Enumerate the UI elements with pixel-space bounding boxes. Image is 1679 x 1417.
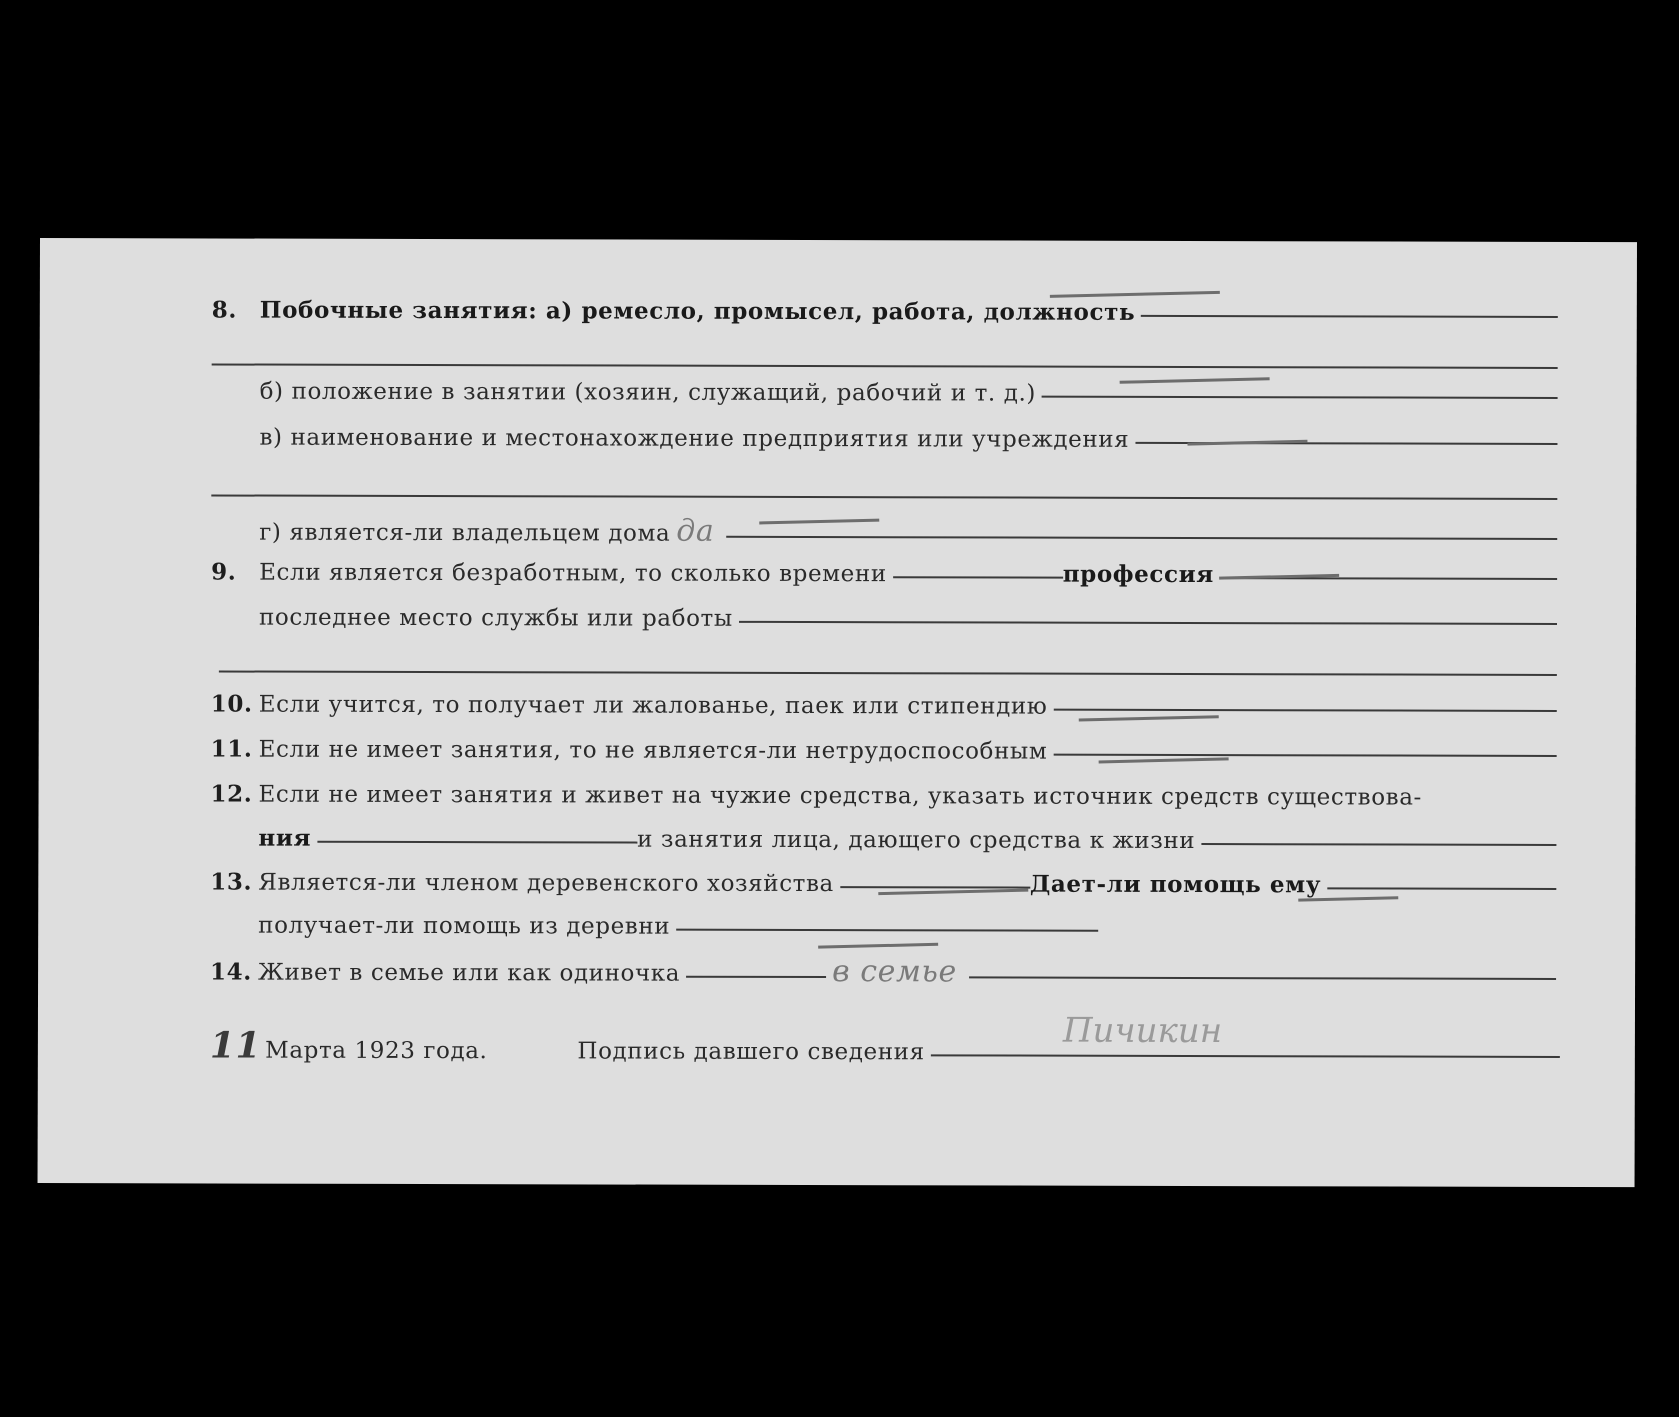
question-number: 11. xyxy=(210,735,253,763)
question-label: Если учится, то получает ли жалованье, паек или стипендию xyxy=(258,691,1048,720)
answer-line[interactable] xyxy=(739,621,1557,625)
question-number: 13. xyxy=(210,868,253,896)
pencil-mark xyxy=(1050,291,1220,298)
answer-line[interactable] xyxy=(1042,396,1558,399)
question-label: Побочные занятия: а) ремесло, промысел, работа, должность xyxy=(259,296,1136,326)
question-8a xyxy=(212,296,1558,327)
question-label: Если не имеет занятия и живет на чужие средства, указать источник средств существова- xyxy=(258,781,1422,811)
answer-line[interactable] xyxy=(840,886,1030,888)
question-label: Живет в семье или как одиночка xyxy=(258,959,681,987)
question-label: Если не имеет занятия, то не является-ли нетрудоспособным xyxy=(258,736,1048,765)
questionnaire-card xyxy=(38,238,1637,1187)
question-14 xyxy=(210,952,1556,991)
question-label: Если является безработным, то сколько времени xyxy=(259,559,887,588)
question-13-continued xyxy=(258,913,1098,941)
answer-line[interactable] xyxy=(686,976,826,978)
answer-line[interactable] xyxy=(317,841,637,844)
question-label: г) является-ли владельцем дома xyxy=(259,519,671,547)
question-number: 14. xyxy=(210,958,252,986)
question-8b xyxy=(260,379,1558,408)
handwritten-answer: в семье xyxy=(832,954,957,990)
question-label-2: и занятия лица, дающего средства к жизни xyxy=(637,826,1196,855)
question-label: Является-ли членом деревенского хозяйства xyxy=(258,869,834,898)
pencil-mark xyxy=(818,943,938,949)
signature-line[interactable] xyxy=(931,1054,1560,1058)
question-12-continued xyxy=(258,825,1556,855)
question-number: 8. xyxy=(211,296,238,324)
question-number: 10. xyxy=(210,690,253,718)
question-9 xyxy=(211,558,1557,589)
question-label: последнее место службы или работы xyxy=(258,604,733,632)
question-label: ния xyxy=(258,824,312,852)
handwritten-day: 11 xyxy=(209,1024,262,1067)
answer-line-continuation[interactable] xyxy=(211,494,1557,500)
handwritten-answer: да xyxy=(676,513,715,549)
answer-line[interactable] xyxy=(1053,709,1556,712)
question-number: 9. xyxy=(211,558,237,586)
answer-line[interactable] xyxy=(676,929,1098,932)
signature-label: Подпись давшего сведения xyxy=(577,1038,925,1066)
question-label-2: Дает-ли помощь ему xyxy=(1029,870,1322,899)
answer-line[interactable] xyxy=(726,536,1557,540)
question-label: получает-ли помощь из деревни xyxy=(258,912,671,940)
answer-line-continuation[interactable] xyxy=(219,670,1557,676)
date-text: Марта 1923 года. xyxy=(265,1037,488,1065)
handwritten-signature: Пичикин xyxy=(1062,1010,1223,1052)
question-11 xyxy=(211,735,1557,766)
question-8v xyxy=(259,425,1557,454)
answer-line[interactable] xyxy=(893,576,1063,578)
question-9-continued xyxy=(259,605,1557,634)
answer-line[interactable] xyxy=(1053,754,1556,757)
question-10 xyxy=(211,690,1557,721)
answer-line[interactable] xyxy=(969,976,1556,980)
answer-line[interactable] xyxy=(1141,315,1558,318)
question-8g xyxy=(259,513,1557,551)
answer-line[interactable] xyxy=(1201,843,1556,846)
question-label-2: профессия xyxy=(1062,560,1214,589)
footer-row xyxy=(210,1024,1560,1070)
question-label: б) положение в занятии (хозяин, служащий, рабочий и т. д.) xyxy=(259,378,1037,407)
answer-line-continuation[interactable] xyxy=(212,363,1558,369)
question-12 xyxy=(211,780,1557,811)
question-number: 12. xyxy=(210,780,253,808)
answer-line[interactable] xyxy=(1327,887,1556,890)
question-label: в) наименование и местонахождение предприятия или учреждения xyxy=(259,424,1130,453)
